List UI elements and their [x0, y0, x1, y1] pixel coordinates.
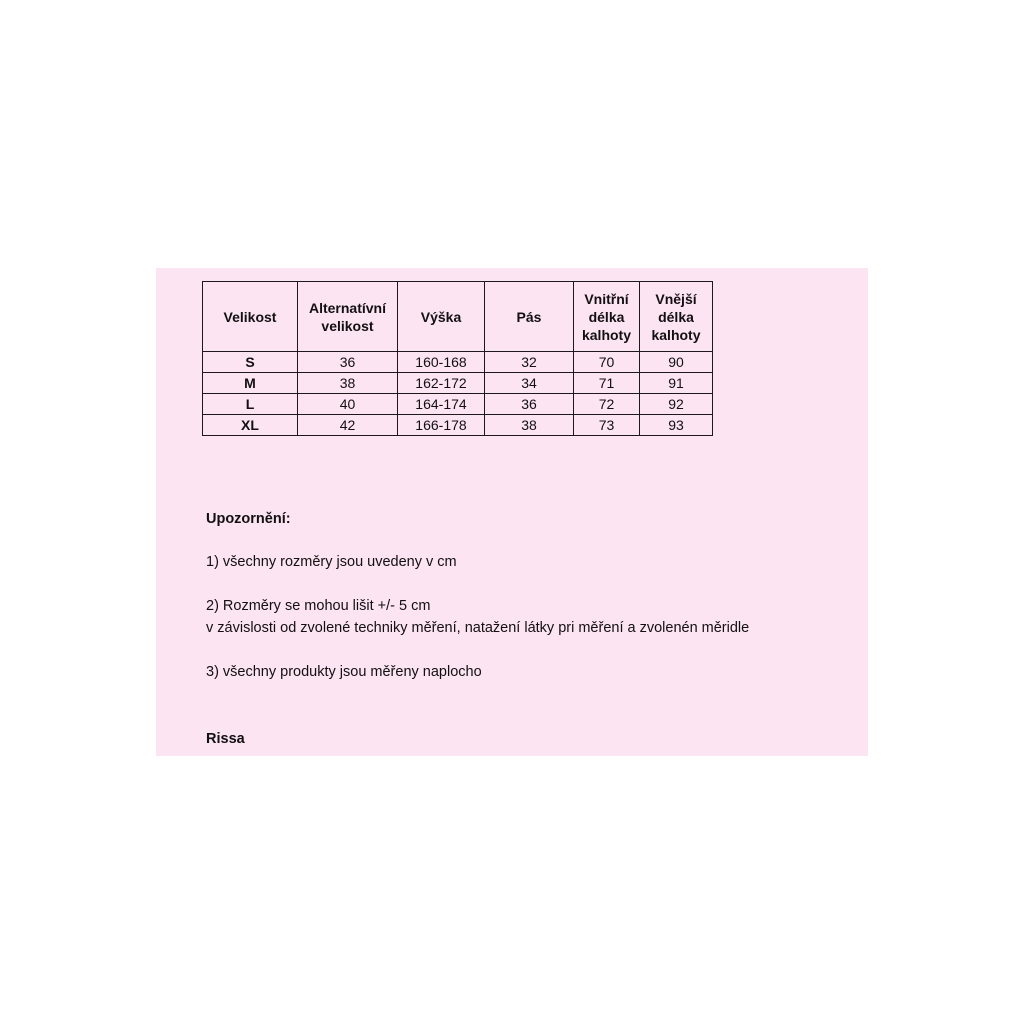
table-cell: 92 [640, 394, 713, 415]
table-cell: 93 [640, 415, 713, 436]
table-cell: 36 [485, 394, 574, 415]
table-cell: 34 [485, 373, 574, 394]
note-item-2-line-1: 2) Rozměry se mohou lišit +/- 5 cm [206, 598, 431, 614]
table-cell: 164-174 [398, 394, 485, 415]
table-cell: L [203, 394, 298, 415]
table-header-row [203, 282, 713, 352]
note-item-1: 1) všechny rozměry jsou uvedeny v cm [206, 554, 457, 570]
table-cell: S [203, 352, 298, 373]
header-velikost: Velikost [203, 282, 298, 352]
table-row [203, 415, 713, 436]
table-cell: 71 [574, 373, 640, 394]
table-row [203, 394, 713, 415]
note-item-3: 3) všechny produkty jsou měřeny naplocho [206, 664, 482, 680]
notes-heading: Upozornění: [206, 511, 291, 527]
table-cell: 162-172 [398, 373, 485, 394]
table-row [203, 352, 713, 373]
header-vnitrni-delka: Vnitřní délka kalhoty [574, 282, 640, 352]
table-cell: 72 [574, 394, 640, 415]
note-item-2-line-2: v závislosti od zvolené techniky měření, natažení látky pri měření a zvolenén měridle [206, 620, 750, 636]
table-cell: 73 [574, 415, 640, 436]
brand-name: Rissa [206, 731, 245, 747]
table-cell: 42 [298, 415, 398, 436]
header-pas: Pás [485, 282, 574, 352]
header-vnejsi-delka: Vnější délka kalhoty [640, 282, 713, 352]
size-table [202, 281, 713, 436]
table-cell: 160-168 [398, 352, 485, 373]
table-cell: 90 [640, 352, 713, 373]
table-cell: 70 [574, 352, 640, 373]
header-alternativni-velikost: Alternatívní velikost [298, 282, 398, 352]
table-cell: 91 [640, 373, 713, 394]
table-cell: M [203, 373, 298, 394]
header-vyska: Výška [398, 282, 485, 352]
table-cell: 166-178 [398, 415, 485, 436]
size-chart-panel [156, 268, 868, 756]
table-cell: 38 [485, 415, 574, 436]
table-cell: 38 [298, 373, 398, 394]
table-cell: 40 [298, 394, 398, 415]
table-cell: 32 [485, 352, 574, 373]
table-cell: XL [203, 415, 298, 436]
table-cell: 36 [298, 352, 398, 373]
table-row [203, 373, 713, 394]
